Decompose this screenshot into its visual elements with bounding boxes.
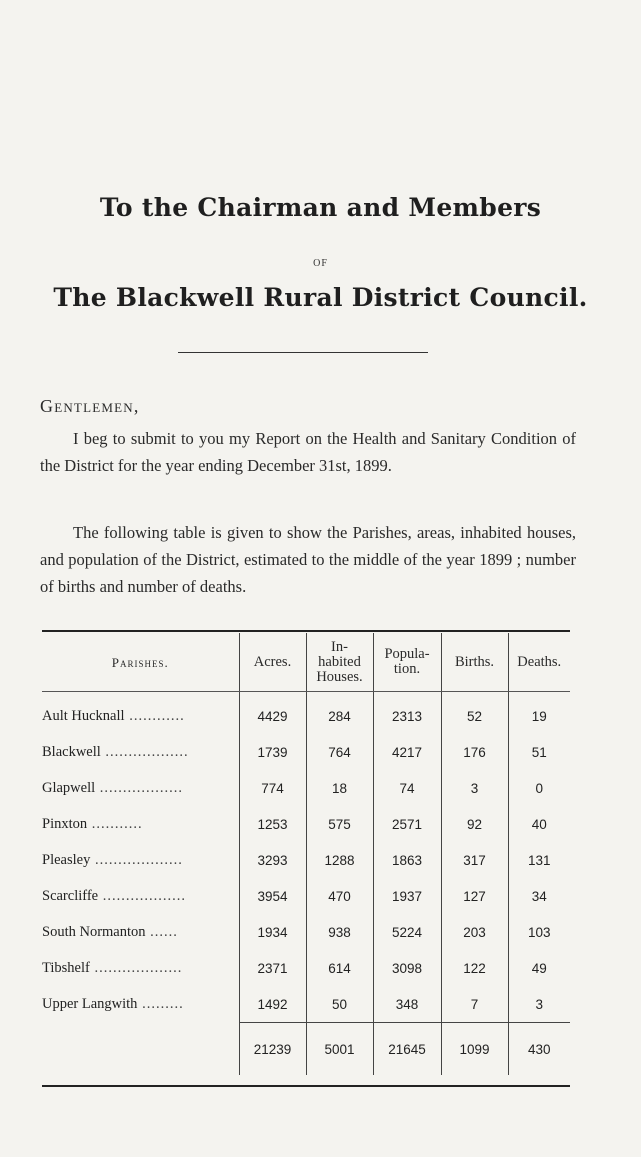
- acres-cell: 2371: [239, 950, 306, 986]
- col-header-parishes: Parishes.: [42, 633, 239, 692]
- table-row: [42, 950, 570, 986]
- table-row: [42, 914, 570, 950]
- parish-name: [42, 986, 239, 1023]
- parish-name: [42, 842, 239, 878]
- col-header-deaths: Deaths.: [508, 633, 570, 692]
- title-of: OF: [313, 258, 328, 269]
- houses-cell: 764: [306, 734, 373, 770]
- deaths-cell: 34: [508, 878, 570, 914]
- acres-cell: 3293: [239, 842, 306, 878]
- population-cell: 5224: [373, 914, 441, 950]
- population-cell: 1937: [373, 878, 441, 914]
- title-line-2: The Blackwell Rural District Council.: [53, 283, 588, 312]
- parish-label: Scarcliffe: [42, 887, 99, 904]
- acres-cell: 3954: [239, 878, 306, 914]
- parish-statistics-table: [42, 633, 570, 1075]
- deaths-cell: 131: [508, 842, 570, 878]
- acres-cell: 1492: [239, 986, 306, 1023]
- births-cell: 203: [441, 914, 508, 950]
- table-header-row: [42, 633, 570, 692]
- births-cell: 176: [441, 734, 508, 770]
- population-cell: 1863: [373, 842, 441, 878]
- col-header-births: Births.: [441, 633, 508, 692]
- population-cell: 348: [373, 986, 441, 1023]
- leader-dots: ..................: [95, 779, 184, 796]
- table-bottom-rule: [42, 1085, 570, 1087]
- population-cell: 2571: [373, 806, 441, 842]
- leader-dots: ............: [124, 707, 185, 724]
- leader-dots: ...................: [89, 959, 183, 976]
- deaths-cell: 0: [508, 770, 570, 806]
- houses-cell: 614: [306, 950, 373, 986]
- total-deaths: 430: [508, 1023, 570, 1076]
- parish-label: Blackwell: [42, 743, 101, 760]
- title-line-1: To the Chairman and Members: [99, 193, 542, 222]
- deaths-cell: 19: [508, 692, 570, 735]
- deaths-cell: 103: [508, 914, 570, 950]
- col-header-population: Popula- tion.: [373, 633, 441, 692]
- parish-name: [42, 914, 239, 950]
- houses-cell: 938: [306, 914, 373, 950]
- population-cell: 2313: [373, 692, 441, 735]
- totals-label-blank: [42, 1023, 239, 1076]
- col-header-acres: Acres.: [239, 633, 306, 692]
- acres-cell: 1934: [239, 914, 306, 950]
- deaths-cell: 40: [508, 806, 570, 842]
- leader-dots: ......: [145, 923, 178, 940]
- table-top-rule: [42, 630, 570, 632]
- deaths-cell: 3: [508, 986, 570, 1023]
- parish-name: [42, 734, 239, 770]
- population-cell: 3098: [373, 950, 441, 986]
- total-population: 21645: [373, 1023, 441, 1076]
- births-cell: 127: [441, 878, 508, 914]
- births-cell: 52: [441, 692, 508, 735]
- deaths-cell: 49: [508, 950, 570, 986]
- table-row: [42, 806, 570, 842]
- parish-name: [42, 770, 239, 806]
- salutation: Gentlemen,: [40, 396, 140, 416]
- acres-cell: 1253: [239, 806, 306, 842]
- col-header-houses: In- habited Houses.: [306, 633, 373, 692]
- deaths-cell: 51: [508, 734, 570, 770]
- totals-row: [42, 1023, 570, 1076]
- houses-cell: 575: [306, 806, 373, 842]
- leader-dots: .........: [137, 995, 184, 1012]
- paragraph-1: [40, 425, 576, 479]
- parish-name: [42, 692, 239, 735]
- houses-cell: 50: [306, 986, 373, 1023]
- leader-dots: ...................: [90, 851, 183, 868]
- paragraph-1-text: I beg to submit to you my Report on the Health and Sanitary Condition of the District for the year ending December 31st, 1899.: [40, 429, 576, 475]
- births-cell: 7: [441, 986, 508, 1023]
- parish-label: Pinxton: [42, 815, 88, 832]
- houses-cell: 284: [306, 692, 373, 735]
- table-row: [42, 692, 570, 735]
- acres-cell: 1739: [239, 734, 306, 770]
- acres-cell: 4429: [239, 692, 306, 735]
- houses-cell: 1288: [306, 842, 373, 878]
- total-houses: 5001: [306, 1023, 373, 1076]
- acres-cell: 774: [239, 770, 306, 806]
- births-cell: 122: [441, 950, 508, 986]
- table-row: [42, 770, 570, 806]
- table-row: [42, 842, 570, 878]
- population-cell: 4217: [373, 734, 441, 770]
- parish-label: South Normanton: [42, 923, 146, 940]
- parish-name: [42, 878, 239, 914]
- births-cell: 317: [441, 842, 508, 878]
- leader-dots: ..................: [100, 743, 189, 760]
- births-cell: 92: [441, 806, 508, 842]
- table-row: [42, 734, 570, 770]
- paragraph-2: [40, 519, 576, 600]
- houses-cell: 470: [306, 878, 373, 914]
- title-divider: [178, 352, 428, 353]
- parish-label: Pleasley: [42, 851, 91, 868]
- paragraph-2-text: The following table is given to show the Parishes, areas, inhabited houses, and population of the District, estimated to the middle of the year 1899 ; number of births and number of deaths.: [40, 523, 576, 596]
- parish-label: Upper Langwith: [42, 995, 138, 1012]
- leader-dots: ...........: [87, 815, 143, 832]
- population-cell: 74: [373, 770, 441, 806]
- parish-label: Tibshelf: [42, 959, 90, 976]
- births-cell: 3: [441, 770, 508, 806]
- total-acres: 21239: [239, 1023, 306, 1076]
- table-row: [42, 878, 570, 914]
- parish-label: Ault Hucknall: [42, 707, 125, 724]
- parish-label: Glapwell: [42, 779, 96, 796]
- total-births: 1099: [441, 1023, 508, 1076]
- parish-name: [42, 950, 239, 986]
- table-row: [42, 986, 570, 1023]
- houses-cell: 18: [306, 770, 373, 806]
- leader-dots: ..................: [98, 887, 186, 904]
- parish-name: [42, 806, 239, 842]
